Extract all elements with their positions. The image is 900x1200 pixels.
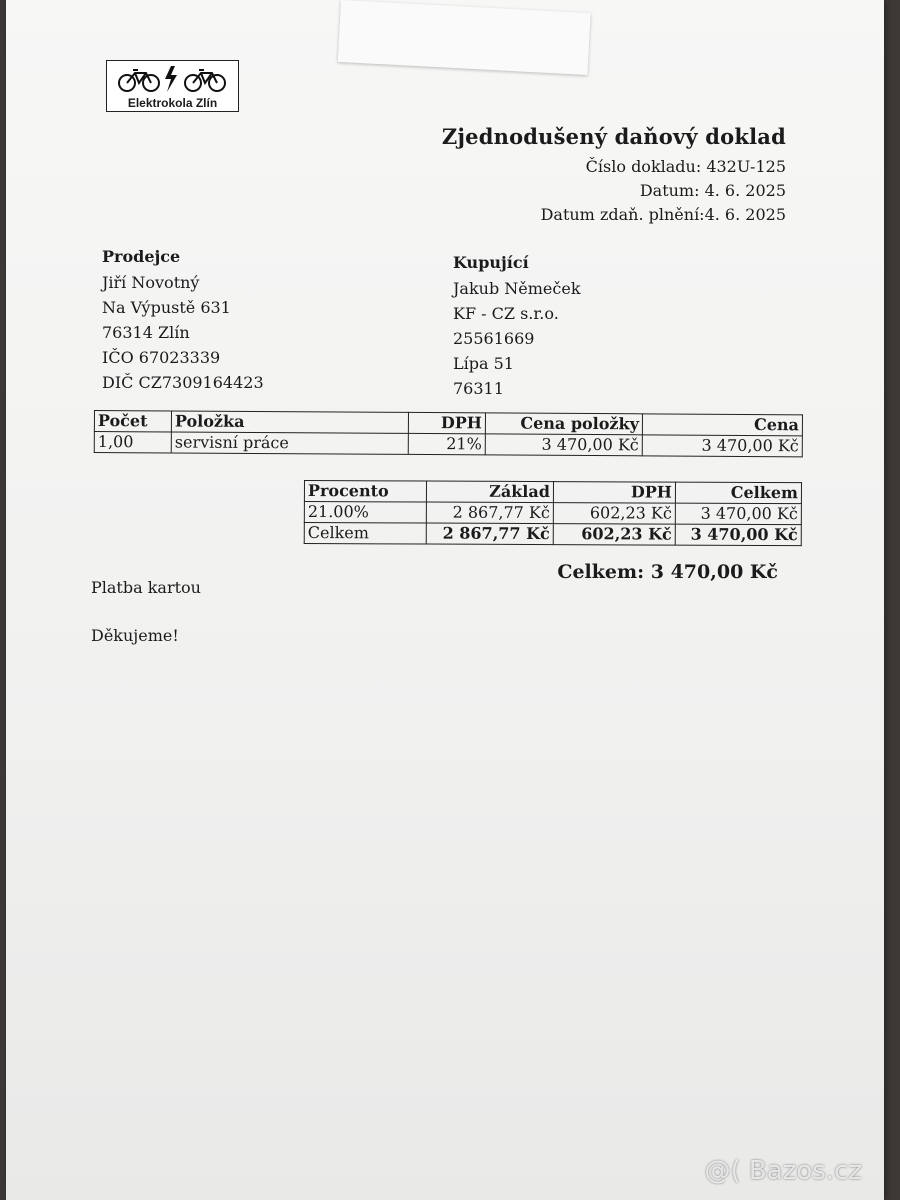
document-title: Zjednodušený daňový doklad — [441, 124, 786, 149]
vat-sum-amount: 602,23 Kč — [553, 524, 675, 546]
vat-sum-base: 2 867,77 Kč — [426, 523, 553, 545]
item-count: 1,00 — [94, 432, 171, 453]
buyer-name: Jakub Němeček — [453, 279, 581, 298]
item-price: 3 470,00 Kč — [642, 435, 802, 457]
receipt-paper — [6, 0, 884, 1200]
payment-note: Platba kartou — [91, 578, 201, 597]
seller-ico: IČO 67023339 — [102, 348, 221, 367]
items-header-vat: DPH — [408, 412, 485, 433]
vat-rate: 21.00% — [304, 502, 426, 524]
items-header-item-price: Cena položky — [485, 413, 642, 435]
grand-total: Celkem: 3 470,00 Kč — [557, 561, 778, 583]
buyer-company: KF - CZ s.r.o. — [453, 304, 559, 323]
vat-header-total: Celkem — [675, 482, 801, 504]
thanks-note: Děkujeme! — [91, 626, 179, 645]
vat-header-vat: DPH — [553, 482, 675, 504]
seller-street: Na Výpustě 631 — [102, 298, 231, 317]
company-logo — [106, 60, 239, 112]
items-table — [94, 410, 803, 457]
buyer-company-id: 25561669 — [453, 329, 535, 348]
document-number: Číslo dokladu: 432U-125 — [585, 157, 786, 176]
buyer-heading: Kupující — [453, 253, 529, 272]
seller-city: 76314 Zlín — [102, 323, 190, 342]
buyer-block — [453, 250, 581, 401]
seller-heading: Prodejce — [102, 247, 181, 266]
vat-sum-label: Celkem — [304, 523, 426, 545]
seller-block — [102, 244, 264, 395]
items-header-price: Cena — [642, 414, 802, 436]
document-header — [442, 124, 786, 227]
vat-base: 2 867,77 Kč — [426, 502, 553, 524]
vat-header-base: Základ — [426, 481, 553, 503]
bike-logo-icon — [113, 64, 231, 94]
buyer-street: Lípa 51 — [453, 354, 514, 373]
watermark: @( Bazos.cz — [704, 1156, 862, 1186]
taxable-supply-date: Datum zdaň. plnění:4. 6. 2025 — [540, 205, 786, 224]
logo-text: Elektrokola Zlín — [127, 96, 218, 110]
table-row — [94, 432, 802, 457]
attached-slip — [338, 0, 591, 75]
vat-summary-table — [304, 480, 802, 546]
vat-sum-total: 3 470,00 Kč — [675, 524, 801, 546]
item-unit-price: 3 470,00 Kč — [485, 434, 642, 456]
seller-dic: DIČ CZ7309164423 — [102, 373, 264, 392]
vat-total: 3 470,00 Kč — [675, 503, 801, 525]
vat-header-rate: Procento — [304, 481, 426, 503]
vat-header-row — [304, 481, 801, 504]
table-row — [304, 502, 801, 525]
vat-amount: 602,23 Kč — [553, 503, 675, 525]
items-header-count: Počet — [94, 411, 171, 432]
table-row — [304, 523, 801, 546]
buyer-zip: 76311 — [453, 379, 504, 398]
item-vat: 21% — [408, 433, 485, 454]
items-header-item: Položka — [171, 411, 408, 433]
seller-name: Jiří Novotný — [102, 273, 200, 292]
item-name: servisní práce — [171, 432, 408, 454]
document-date: Datum: 4. 6. 2025 — [639, 181, 786, 200]
